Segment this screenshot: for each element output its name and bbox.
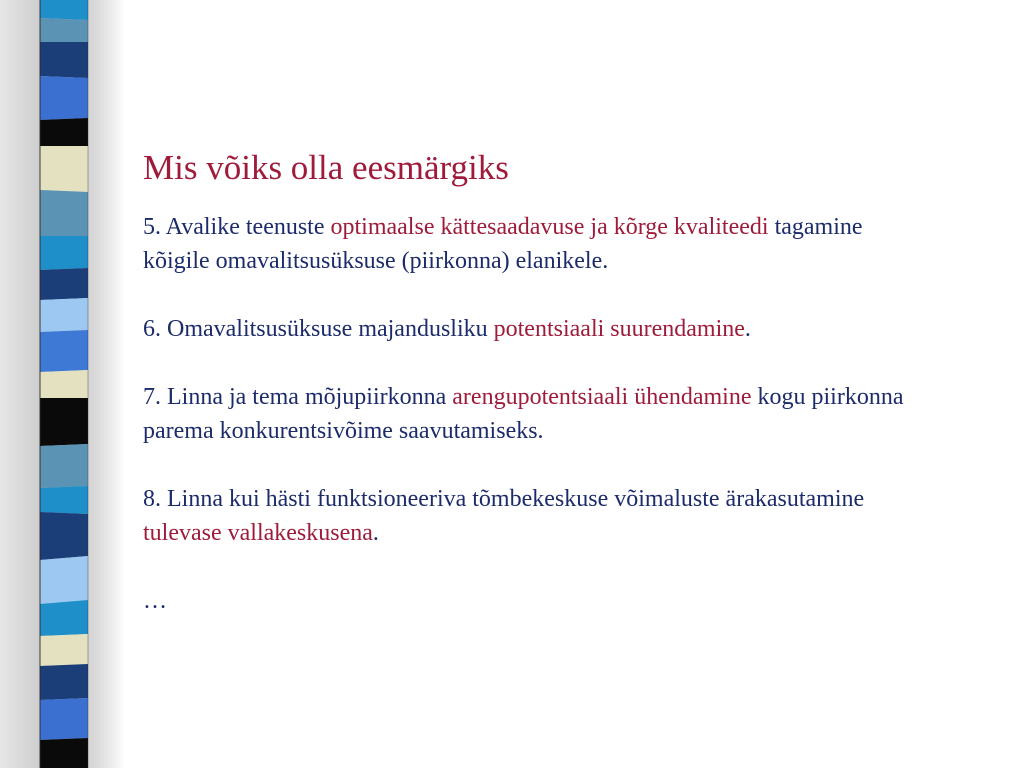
continuation-ellipsis: …: [143, 588, 167, 614]
goal-item-5-text: 5. Avalike teenuste: [143, 214, 331, 240]
goal-item-8-text-end: .: [372, 520, 379, 546]
slide-title: Mis võiks olla eesmärgiks: [143, 148, 509, 187]
slide-body: [143, 210, 923, 618]
goal-item-5: [143, 210, 923, 278]
goal-item-7: [143, 380, 923, 448]
goal-item-5-text-end: tagamine kõigile omavalitsusüksuse (piirkonna) elanikele.: [143, 214, 863, 274]
decorative-striped-bar-icon: [30, 0, 102, 768]
goal-item-6: [143, 312, 923, 346]
goal-item-8-text: 8. Linna kui hästi funktsioneeriva tõmbekeskuse võimaluste ärakasutamine: [143, 486, 865, 512]
goal-item-7-text: 7. Linna ja tema mõjupiirkonna: [143, 384, 453, 410]
goal-item-5-highlight: optimaalse kättesaadavuse ja kõrge kvaliteedi: [330, 214, 769, 240]
goal-item-6-text-end: .: [744, 316, 751, 342]
goal-item-7-highlight: arengupotentsiaali ühendamine: [452, 384, 752, 410]
goal-item-6-highlight: potentsiaali suurendamine: [493, 316, 745, 342]
goal-item-7-text-end: kogu piirkonna parema konkurentsivõime saavutamiseks.: [143, 384, 904, 444]
goal-item-8: [143, 482, 923, 550]
goal-item-6-text: 6. Omavalitsusüksuse majandusliku: [143, 316, 494, 342]
goal-item-8-highlight: tulevase vallakeskusena: [143, 520, 373, 546]
